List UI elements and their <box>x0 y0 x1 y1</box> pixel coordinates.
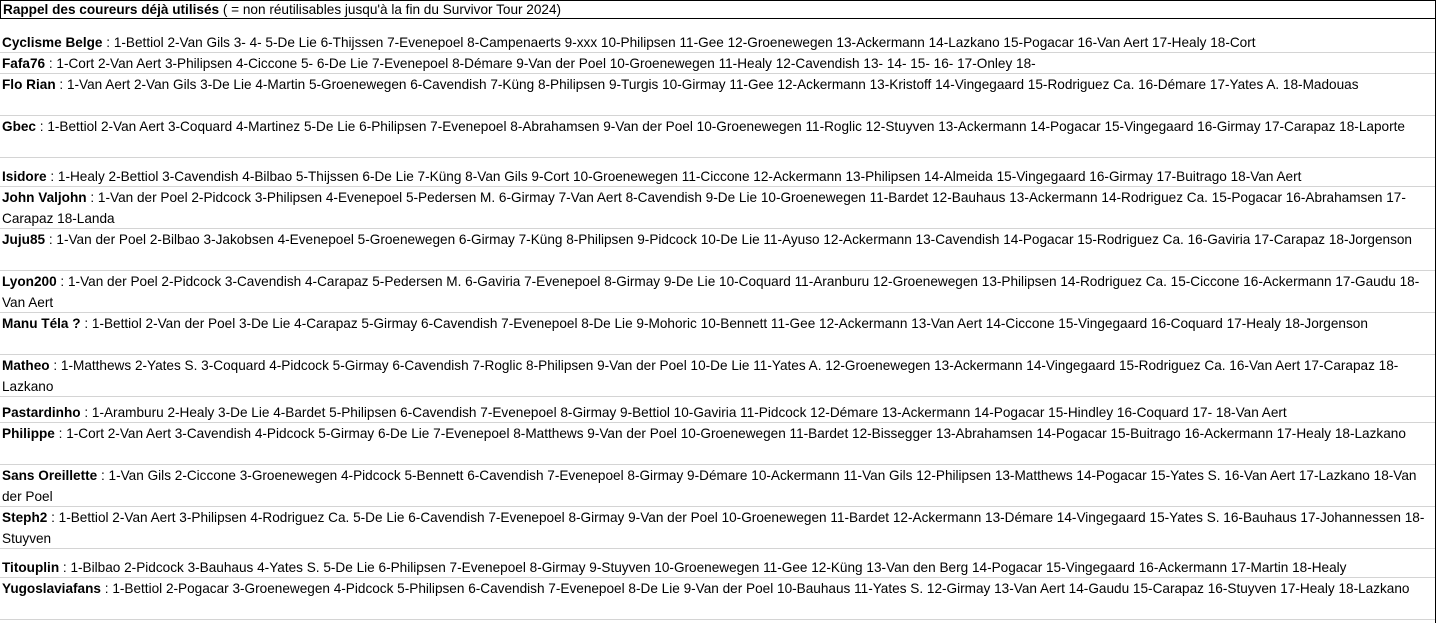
player-name: Fafa76 <box>2 56 46 71</box>
player-name: Philippe <box>2 426 55 441</box>
player-picks: : 1-Van der Poel 2-Pidcock 3-Cavendish 4-Carapaz 5-Pedersen M. 6-Gaviria 7-Evenepoel 8-Girmay 9-De Lie 10-Coquard 11-Aranburu 12-Groenewegen 13-Philipsen 14-Rodriguez Ca. 15-Ciccone 16-Ackermann 17-Gaudu 18-Van Aert <box>2 274 1420 310</box>
player-name: Sans Oreillette <box>2 468 98 483</box>
player-picks: : 1-Bettiol 2-Van Gils 3- 4- 5-De Lie 6-Thijssen 7-Evenepoel 8-Campenaerts 9-xxx 10-Philipsen 11-Gee 12-Groenewegen 13-Ackermann 14-Lazkano 15-Pogacar 16-Van Aert 17-Healy 18-Cort <box>102 35 1256 50</box>
player-name: Isidore <box>2 169 47 184</box>
player-row[interactable] <box>0 74 1436 116</box>
player-row[interactable] <box>0 53 1436 74</box>
player-name: Manu Téla ? <box>2 316 81 331</box>
title-rest-text: ( = non réutilisables jusqu'à la fin du Survivor Tour 2024) <box>219 2 562 17</box>
player-row[interactable] <box>0 578 1436 620</box>
player-row[interactable] <box>0 229 1436 271</box>
title-cell[interactable] <box>0 0 1436 19</box>
player-picks: : 1-Bettiol 2-Van Aert 3-Coquard 4-Martinez 5-De Lie 6-Philipsen 7-Evenepoel 8-Abrahamsen 9-Van der Poel 10-Groenewegen 11-Roglic 12-Stuyven 13-Ackermann 14-Pogacar 15-Vingegaard 16-Girmay 17-Carapaz 18-Laporte <box>36 119 1405 134</box>
player-row[interactable] <box>0 355 1436 397</box>
player-row[interactable] <box>0 166 1436 187</box>
player-name: Juju85 <box>2 232 46 247</box>
player-row[interactable] <box>0 187 1436 229</box>
player-row[interactable] <box>0 271 1436 313</box>
player-row[interactable] <box>0 423 1436 465</box>
player-picks: : 1-Bettiol 2-Van der Poel 3-De Lie 4-Carapaz 5-Girmay 6-Cavendish 7-Evenepoel 8-De Lie 9-Mohoric 10-Bennett 11-Gee 12-Ackermann 13-Van Aert 14-Ciccone 15-Vingegaard 16-Coquard 17-Healy 18-Jorgenson <box>80 316 1368 331</box>
player-row[interactable] <box>0 116 1436 158</box>
player-picks: : 1-Van Aert 2-Van Gils 3-De Lie 4-Martin 5-Groenewegen 6-Cavendish 7-Küng 8-Philipsen 9-Turgis 10-Girmay 11-Gee 12-Ackermann 13-Kristoff 14-Vingegaard 15-Rodriguez Ca. 16-Démare 17-Yates A. 18-Madouas <box>55 77 1359 92</box>
title-bold-text: Rappel des coureurs déjà utilisés <box>3 2 220 17</box>
player-name: Cyclisme Belge <box>2 35 103 50</box>
player-picks: : 1-Aramburu 2-Healy 3-De Lie 4-Bardet 5-Philipsen 6-Cavendish 7-Evenepoel 8-Girmay 9-Bettiol 10-Gaviria 11-Pidcock 12-Démare 13-Ackermann 14-Pogacar 15-Hindley 16-Coquard 17- 18-Van Aert <box>80 405 1287 420</box>
player-row[interactable] <box>0 557 1436 578</box>
player-picks: : 1-Cort 2-Van Aert 3-Philipsen 4-Ciccone 5- 6-De Lie 7-Evenepoel 8-Démare 9-Van der Poel 10-Groenewegen 11-Healy 12-Cavendish 13- 14- 15- 16- 17-Onley 18- <box>45 56 1036 71</box>
player-picks: : 1-Bilbao 2-Pidcock 3-Bauhaus 4-Yates S. 5-De Lie 6-Philipsen 7-Evenepoel 8-Girmay 9-Stuyven 10-Groenewegen 11-Gee 12-Küng 13-Van den Berg 14-Pogacar 15-Vingegaard 16-Ackermann 17-Martin 18-Healy <box>59 560 1347 575</box>
player-name: Pastardinho <box>2 405 81 420</box>
player-name: Titouplin <box>2 560 60 575</box>
table-right-border <box>1435 0 1436 623</box>
player-picks: : 1-Bettiol 2-Pogacar 3-Groenewegen 4-Pidcock 5-Philipsen 6-Cavendish 7-Evenepoel 8-De Lie 9-Van der Poel 10-Bauhaus 11-Yates S. 12-Girmay 13-Van Aert 14-Gaudu 15-Carapaz 16-Stuyven 17-Healy 18-Lazkano <box>100 581 1410 596</box>
player-name: Matheo <box>2 358 50 373</box>
player-name: Steph2 <box>2 510 48 525</box>
player-picks: : 1-Van der Poel 2-Bilbao 3-Jakobsen 4-Evenepoel 5-Groenewegen 6-Girmay 7-Küng 8-Philipsen 9-Pidcock 10-De Lie 11-Ayuso 12-Ackermann 13-Cavendish 14-Pogacar 15-Rodriguez Ca. 16-Gaviria 17-Carapaz 18-Jorgenson <box>45 232 1412 247</box>
player-name: Flo Rian <box>2 77 56 92</box>
player-picks: : 1-Van Gils 2-Ciccone 3-Groenewegen 4-Pidcock 5-Bennett 6-Cavendish 7-Evenepoel 8-Girmay 9-Démare 10-Ackermann 11-Van Gils 12-Philipsen 13-Matthews 14-Pogacar 15-Yates S. 16-Van Aert 17-Lazkano 18-Van der Poel <box>2 468 1417 504</box>
player-name: Lyon200 <box>2 274 57 289</box>
player-picks: : 1-Healy 2-Bettiol 3-Cavendish 4-Bilbao 5-Thijssen 6-De Lie 7-Küng 8-Van Gils 9-Cort 10-Groenewegen 11-Ciccone 12-Ackermann 13-Philipsen 14-Almeida 15-Vingegaard 16-Girmay 17-Buitrago 18-Van Aert <box>46 169 1302 184</box>
player-picks: : 1-Matthews 2-Yates S. 3-Coquard 4-Pidcock 5-Girmay 6-Cavendish 7-Roglic 8-Philipsen 9-Van der Poel 10-De Lie 11-Yates A. 12-Groenewegen 13-Ackermann 14-Vingegaard 15-Rodriguez Ca. 16-Van Aert 17-Carapaz 18-Lazkano <box>2 358 1399 394</box>
player-picks: : 1-Bettiol 2-Van Aert 3-Philipsen 4-Rodriguez Ca. 5-De Lie 6-Cavendish 7-Evenepoel 8-Girmay 9-Van der Poel 10-Groenewegen 11-Bardet 12-Ackermann 13-Démare 14-Vingegaard 15-Yates S. 16-Bauhaus 17-Johannessen 18-Stuyven <box>2 510 1425 546</box>
player-row[interactable] <box>0 465 1436 507</box>
player-row[interactable] <box>0 32 1436 53</box>
player-name: Gbec <box>2 119 36 134</box>
player-name: Yugoslaviafans <box>2 581 101 596</box>
player-picks: : 1-Cort 2-Van Aert 3-Cavendish 4-Pidcock 5-Girmay 6-De Lie 7-Evenepoel 8-Matthews 9-Van der Poel 10-Groenewegen 11-Bardet 12-Bissegger 13-Abrahamsen 14-Pogacar 15-Buitrago 16-Ackermann 17-Healy 18-Lazkano <box>54 426 1406 441</box>
player-row[interactable] <box>0 313 1436 355</box>
player-picks: : 1-Van der Poel 2-Pidcock 3-Philipsen 4-Evenepoel 5-Pedersen M. 6-Girmay 7-Van Aert 8-Cavendish 9-De Lie 10-Groenewegen 11-Bardet 12-Bauhaus 13-Ackermann 14-Rodriguez Ca. 15-Pogacar 16-Abrahamsen 17-Carapaz 18-Landa <box>2 190 1406 226</box>
player-row[interactable] <box>0 507 1436 549</box>
player-row[interactable] <box>0 402 1436 423</box>
player-name: John Valjohn <box>2 190 87 205</box>
